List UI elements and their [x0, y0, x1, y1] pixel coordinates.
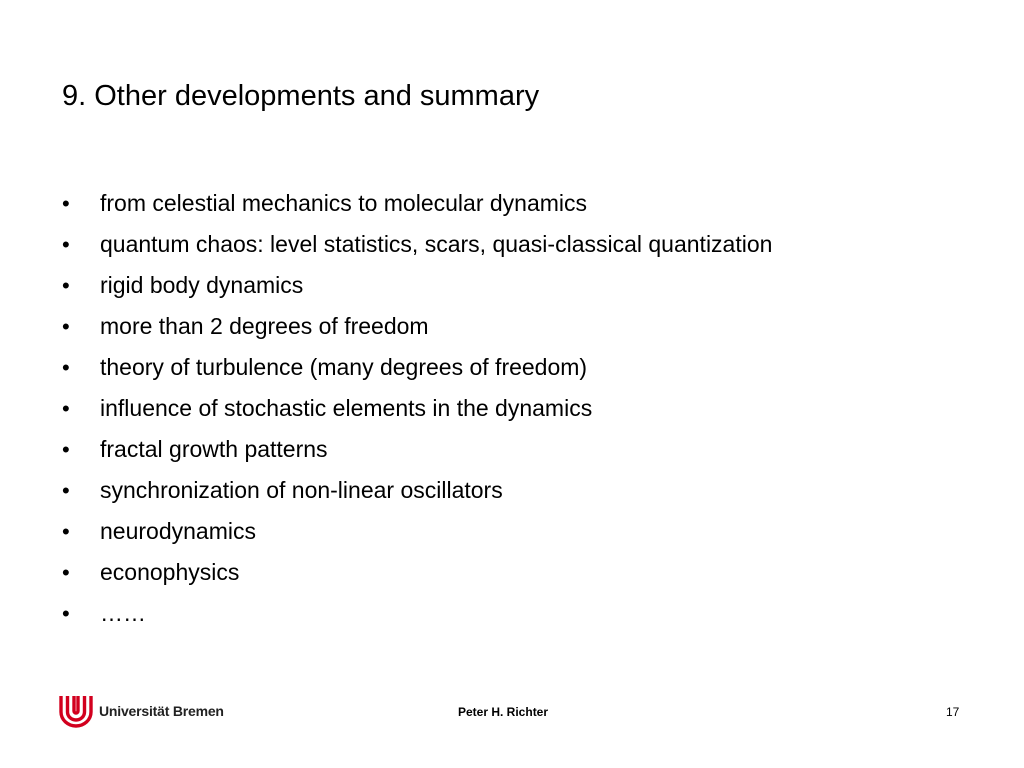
page-number: 17	[946, 705, 960, 719]
list-item	[62, 226, 772, 267]
list-item	[62, 472, 772, 513]
bullet-text: rigid body dynamics	[100, 272, 304, 298]
bullet-icon: •	[62, 478, 70, 503]
list-item	[62, 513, 772, 554]
slide-footer	[0, 690, 1024, 730]
logo-text: Universität Bremen	[99, 703, 224, 719]
list-item	[62, 308, 772, 349]
bullet-icon: •	[62, 232, 70, 257]
bullet-icon: •	[62, 437, 70, 462]
bullet-text: ……	[100, 600, 146, 626]
bullet-text: quantum chaos: level statistics, scars, quasi-classical quantization	[100, 231, 773, 257]
list-item	[62, 390, 772, 431]
bullet-text: influence of stochastic elements in the dynamics	[100, 395, 593, 421]
bullet-text: from celestial mechanics to molecular dynamics	[100, 190, 588, 216]
bullet-icon: •	[62, 519, 70, 544]
bullet-icon: •	[62, 355, 70, 380]
list-item	[62, 185, 772, 226]
bullet-text: fractal growth patterns	[100, 436, 328, 462]
university-logo	[58, 694, 224, 728]
list-item	[62, 267, 772, 308]
bullet-list	[62, 185, 772, 636]
list-item	[62, 554, 772, 595]
bullet-icon: •	[62, 273, 70, 298]
bullet-text: econophysics	[100, 559, 240, 585]
bullet-icon: •	[62, 314, 70, 339]
bullet-icon: •	[62, 191, 70, 216]
bullet-text: synchronization of non-linear oscillators	[100, 477, 503, 503]
bullet-text: neurodynamics	[100, 518, 256, 544]
bullet-text: theory of turbulence (many degrees of freedom)	[100, 354, 588, 380]
bullet-icon: •	[62, 396, 70, 421]
list-item	[62, 595, 772, 636]
bullet-icon: •	[62, 601, 70, 626]
slide-title: 9. Other developments and summary	[62, 80, 540, 112]
university-logo-icon	[58, 694, 94, 728]
bullet-icon: •	[62, 560, 70, 585]
bullet-text: more than 2 degrees of freedom	[100, 313, 429, 339]
author-name: Peter H. Richter	[458, 705, 549, 719]
list-item	[62, 431, 772, 472]
list-item	[62, 349, 772, 390]
